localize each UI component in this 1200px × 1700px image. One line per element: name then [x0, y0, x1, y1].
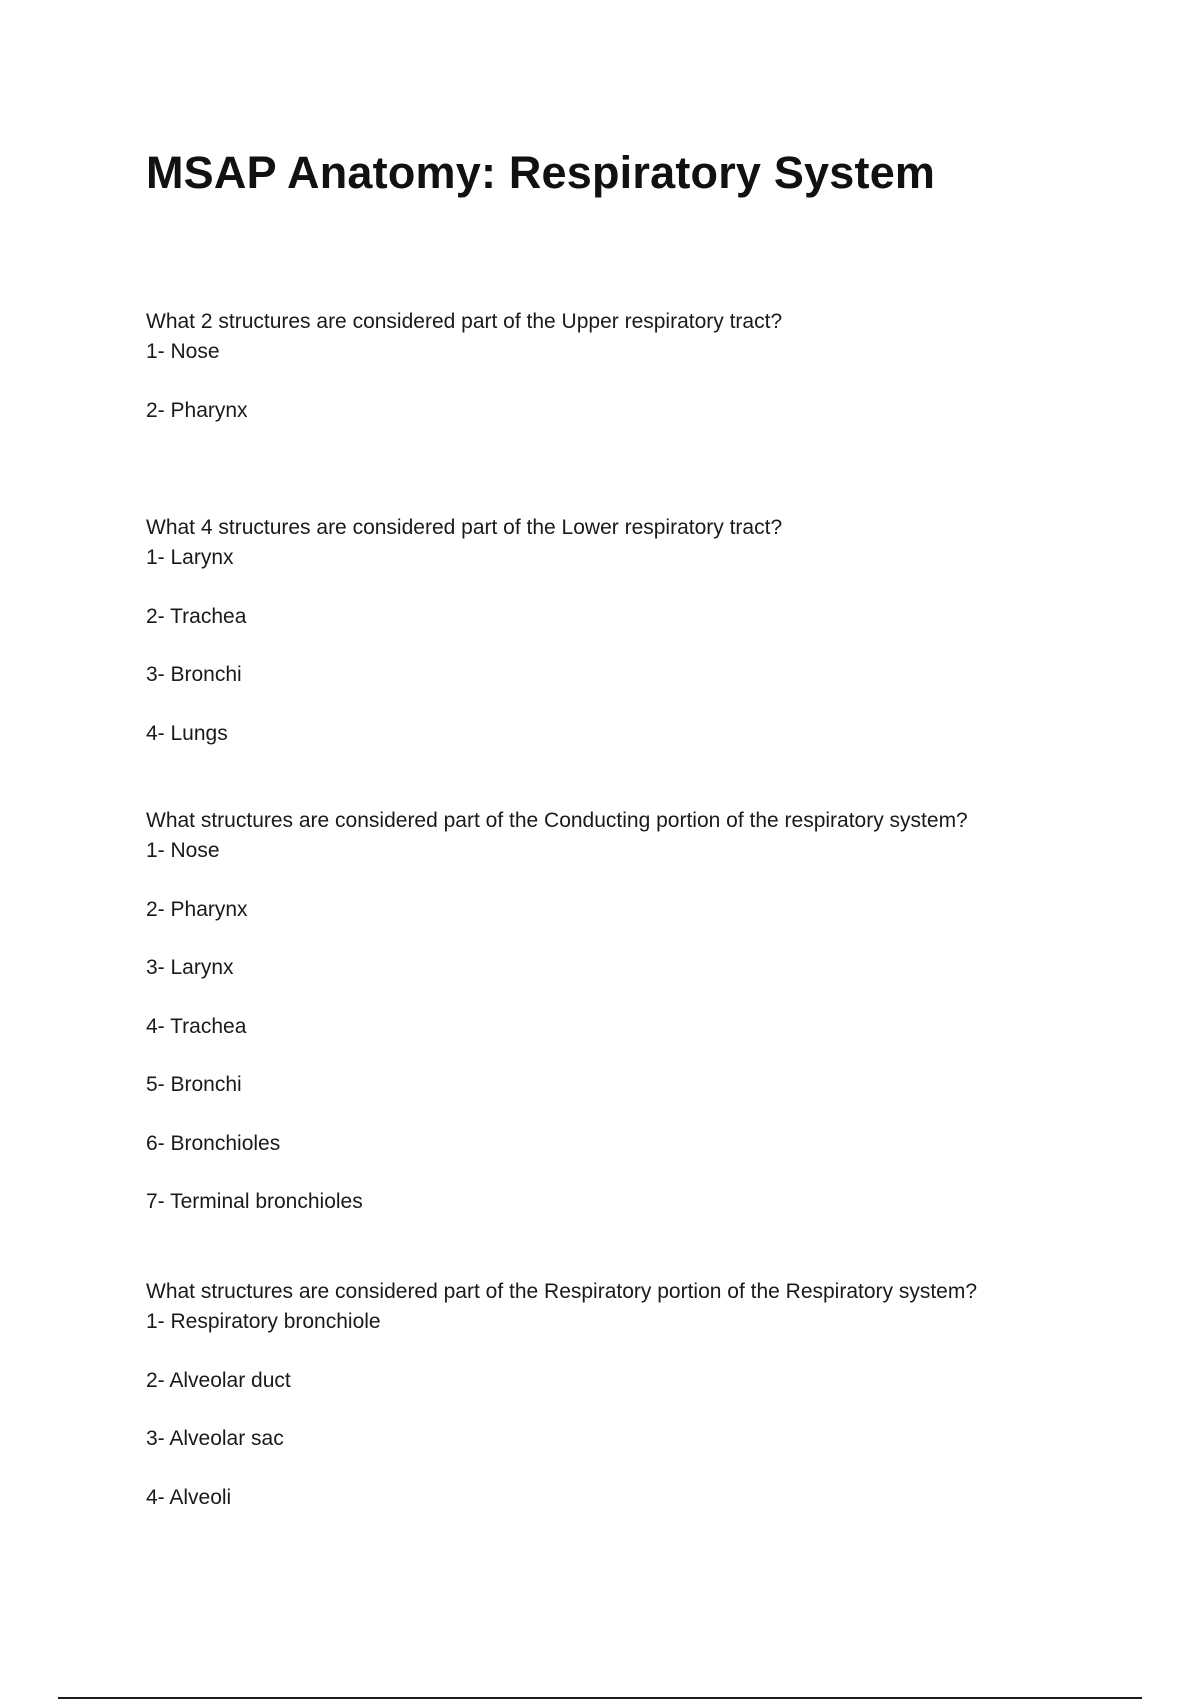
answer-item: 7- Terminal bronchioles: [146, 1190, 363, 1213]
answer-item: 1- Nose: [146, 340, 220, 363]
answer-list: [146, 836, 968, 1217]
answer-item: 3- Bronchi: [146, 663, 242, 686]
answer-item: 1- Nose: [146, 839, 220, 862]
answer-item: 3- Larynx: [146, 956, 234, 979]
qa-section-respiratory-portion: [146, 1277, 977, 1513]
answer-item: 4- Trachea: [146, 1014, 247, 1038]
answer-item: 1- Respiratory bronchiole: [146, 1310, 381, 1333]
answer-list: [146, 337, 782, 426]
question-text: What structures are considered part of the Conducting portion of the respiratory system?: [146, 809, 968, 832]
answer-item: 2- Trachea: [146, 604, 247, 628]
page-title: MSAP Anatomy: Respiratory System: [146, 147, 936, 198]
answer-item: 6- Bronchioles: [146, 1131, 281, 1155]
question-text: What structures are considered part of the Respiratory portion of the Respiratory system?: [146, 1280, 978, 1303]
answer-item: 2- Pharynx: [146, 398, 248, 422]
answer-item: 5- Bronchi: [146, 1073, 242, 1096]
answer-list: [146, 543, 782, 749]
question-text: What 4 structures are considered part of the Lower respiratory tract?: [146, 516, 783, 539]
answer-item: 1- Larynx: [146, 546, 234, 569]
answer-item: 2- Pharynx: [146, 897, 248, 921]
answer-item: 4- Lungs: [146, 721, 228, 745]
footer-divider: [58, 1697, 1142, 1699]
answer-item: 4- Alveoli: [146, 1485, 232, 1509]
qa-section-upper-tract: [146, 307, 782, 426]
qa-section-lower-tract: [146, 513, 782, 749]
question-text: What 2 structures are considered part of the Upper respiratory tract?: [146, 310, 783, 333]
answer-item: 2- Alveolar duct: [146, 1368, 291, 1392]
answer-list: [146, 1307, 977, 1513]
qa-section-conducting-portion: [146, 806, 968, 1217]
answer-item: 3- Alveolar sac: [146, 1427, 284, 1450]
